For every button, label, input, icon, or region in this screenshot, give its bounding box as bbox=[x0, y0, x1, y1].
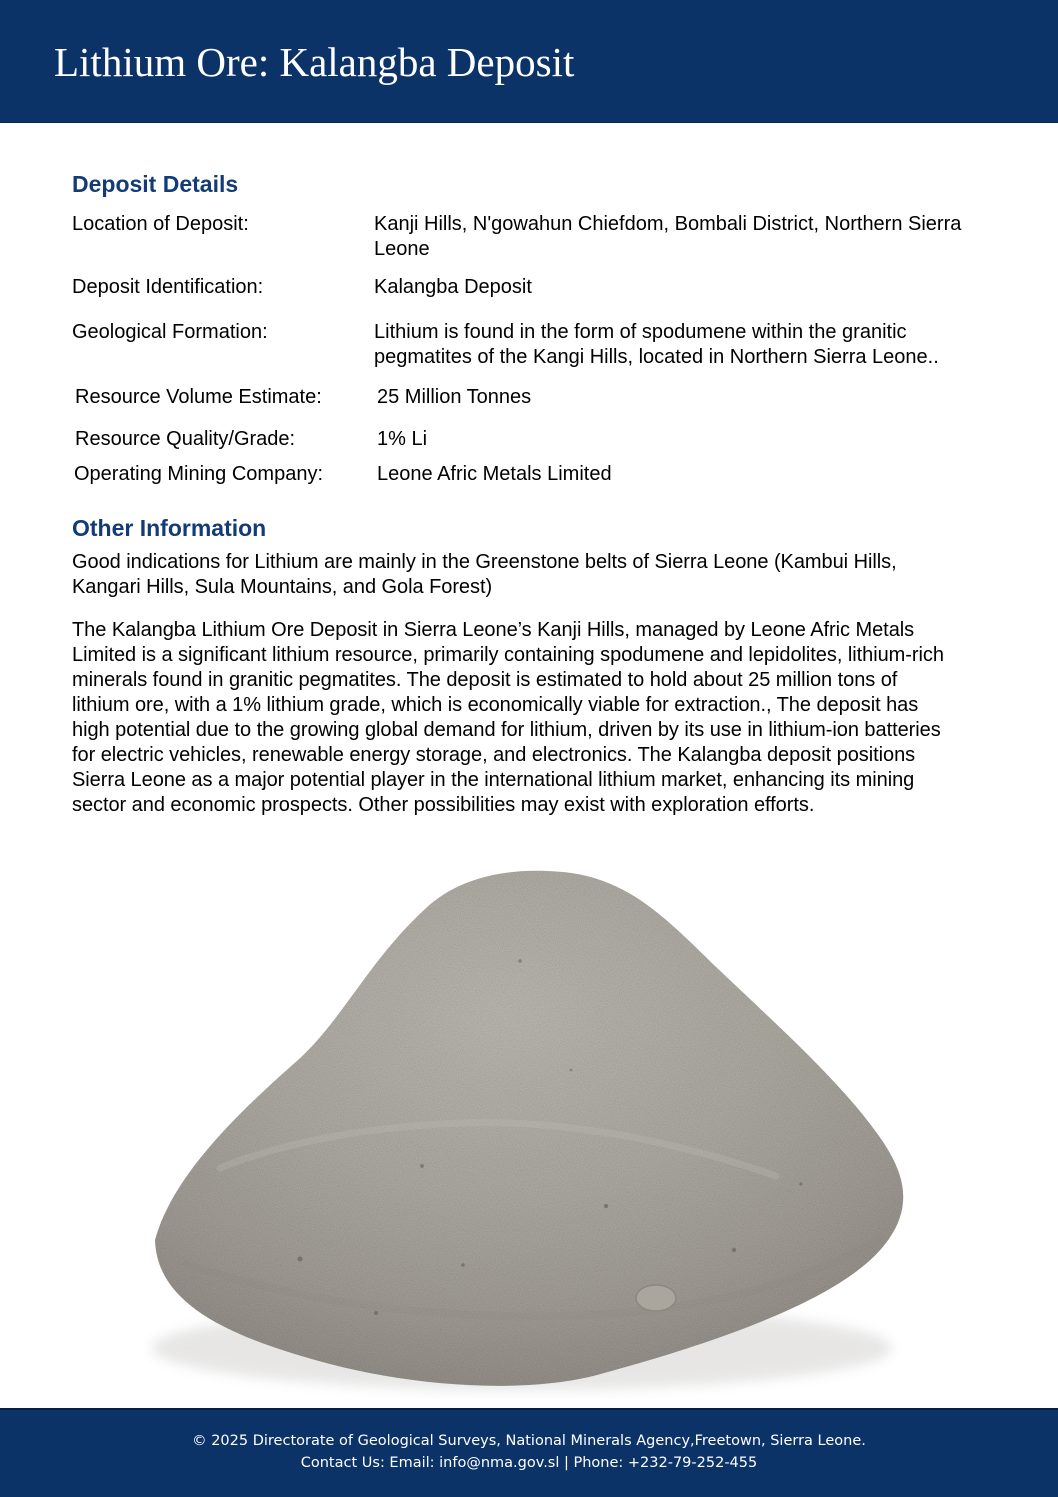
lithium-indications-paragraph: Good indications for Lithium are mainly in the Greenstone belts of Sierra Leone (Kambui Hills, Kangari Hills, Sula Mountains, and Gola Forest) bbox=[72, 551, 897, 598]
lithium-ore-pile-image bbox=[130, 858, 920, 1398]
geological-formation-row bbox=[72, 320, 972, 372]
mining-company-value: Leone Afric Metals Limited bbox=[377, 463, 612, 485]
location-row bbox=[72, 212, 972, 264]
resource-volume-value: 25 Million Tonnes bbox=[377, 386, 532, 408]
geological-formation-value: Lithium is found in the form of spodumene within the granitic pegmatites of the Kangi Hills, located in Northern Sierra Leone.. bbox=[374, 321, 939, 368]
deposit-details-heading: Deposit Details bbox=[72, 171, 239, 197]
other-information-heading: Other Information bbox=[72, 515, 267, 541]
page-title: Lithium Ore: Kalangba Deposit bbox=[54, 39, 575, 85]
document-header bbox=[0, 0, 1058, 123]
contact-text: Contact Us: Email: info@nma.gov.sl | Phone: +232-79-252-455 bbox=[300, 1455, 758, 1471]
deposit-identification-value: Kalangba Deposit bbox=[374, 276, 532, 298]
location-label: Location of Deposit: bbox=[72, 213, 249, 235]
mining-company-label: Operating Mining Company: bbox=[74, 463, 324, 485]
document-footer bbox=[0, 1408, 1058, 1497]
geological-formation-label: Geological Formation: bbox=[72, 321, 268, 343]
resource-grade-label: Resource Quality/Grade: bbox=[75, 428, 296, 450]
resource-grade-value: 1% Li bbox=[377, 428, 428, 450]
mining-company-row bbox=[74, 462, 974, 514]
location-value: Kanji Hills, N'gowahun Chiefdom, Bombali District, Northern Sierra Leone bbox=[374, 213, 962, 260]
deposit-summary-paragraph: The Kalangba Lithium Ore Deposit in Sierra Leone’s Kanji Hills, managed by Leone Afric Metals Limited is a significant lithium resource, primarily containing spodumene and lepidolites, lithium-rich minerals found in granitic pegmatites. The deposit is estimated to hold about 25 million tons of lithium ore, with a 1% lithium grade, which is economically viable for extraction., The deposit has high potential due to the growing global demand for lithium, driven by its use in lithium-ion batteries for electric vehicles, renewable energy storage, and electronics. The Kalangba deposit positions Sierra Leone as a major potential player in the international lithium market, enhancing its mining sector and economic prospects. Other possibilities may exist with exploration efforts. bbox=[72, 619, 944, 816]
resource-volume-label: Resource Volume Estimate: bbox=[75, 386, 322, 408]
copyright-text: © 2025 Directorate of Geological Surveys, National Minerals Agency,Freetown, Sierra Leone. bbox=[192, 1433, 866, 1449]
deposit-identification-label: Deposit Identification: bbox=[72, 276, 264, 298]
